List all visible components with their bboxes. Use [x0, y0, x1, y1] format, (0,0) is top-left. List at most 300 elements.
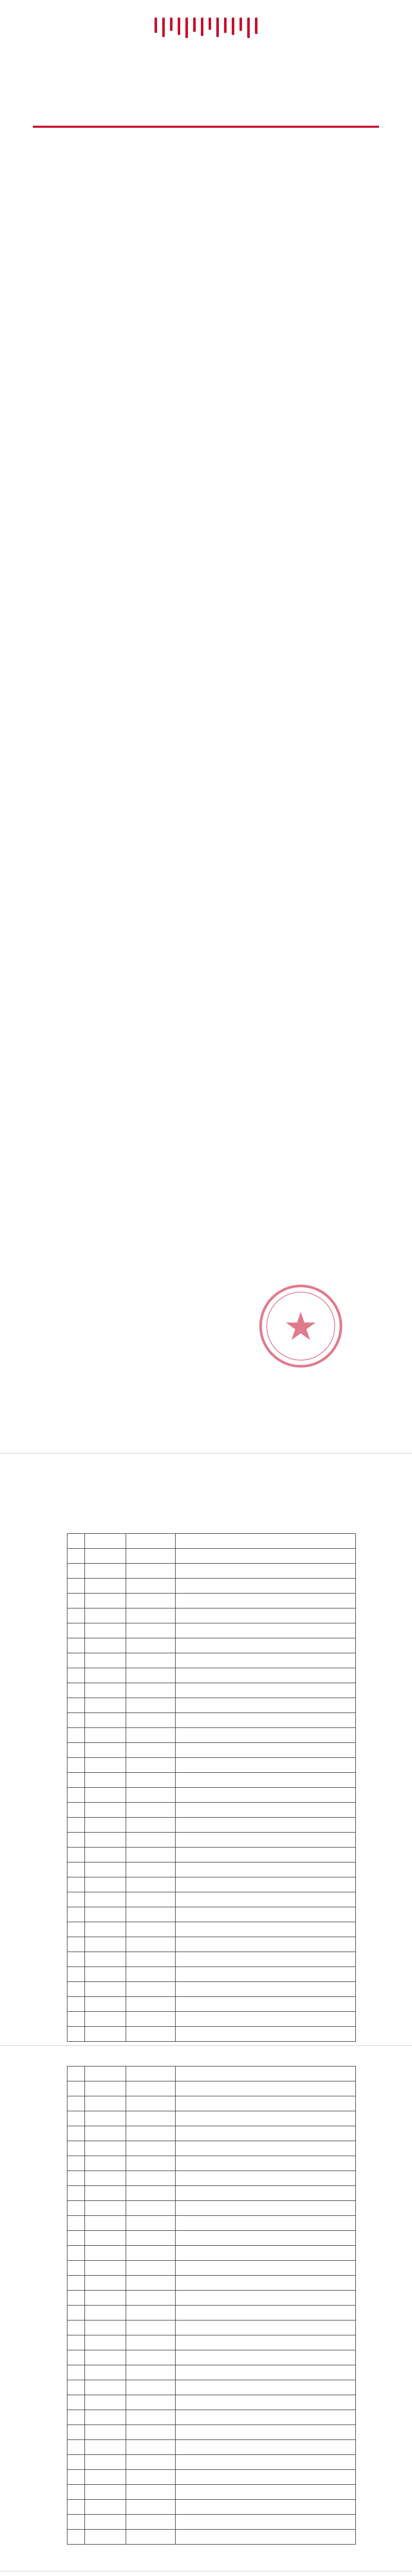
official-seal-icon	[258, 1283, 344, 1369]
cell-position	[126, 2246, 176, 2261]
cell-name	[85, 1743, 126, 1758]
table-row	[67, 2455, 356, 2470]
cell-seq	[67, 2455, 85, 2470]
cell-position	[126, 1848, 176, 1862]
cell-seq	[67, 1564, 85, 1579]
table-row	[67, 2066, 356, 2081]
cell-seq	[67, 1549, 85, 1564]
table-row	[67, 2186, 356, 2201]
cell-seq	[67, 1937, 85, 1952]
table-row	[67, 1549, 356, 1564]
table-row	[67, 1833, 356, 1848]
cell-seq	[67, 2141, 85, 2156]
table-row	[67, 1713, 356, 1728]
cell-position	[126, 2365, 176, 2380]
member-table-part2	[67, 2066, 356, 2545]
cell-name	[85, 1862, 126, 1877]
member-table-part1	[67, 1533, 356, 2042]
attachment-line-1	[33, 1144, 379, 1159]
cell-name	[85, 2081, 126, 2096]
cell-name	[85, 2171, 126, 2186]
cell-name	[85, 2485, 126, 2500]
cell-seq	[67, 1803, 85, 1818]
cell-seq	[67, 2410, 85, 2425]
cell-seq	[67, 1922, 85, 1937]
cell-position	[126, 1952, 176, 1967]
cell-seq	[67, 1877, 85, 1892]
cell-company	[176, 2320, 356, 2335]
cell-company	[176, 1848, 356, 1862]
cell-seq	[67, 1668, 85, 1683]
cell-position	[126, 2485, 176, 2500]
cell-name	[85, 1833, 126, 1848]
table-row	[67, 2111, 356, 2126]
cell-position	[126, 1579, 176, 1594]
cell-name	[85, 2111, 126, 2126]
cell-company	[176, 1877, 356, 1892]
cell-name	[85, 1698, 126, 1713]
cell-name	[85, 2141, 126, 2156]
cell-name	[85, 1579, 126, 1594]
cell-name	[85, 1982, 126, 1997]
cell-name	[85, 1728, 126, 1743]
cell-seq	[67, 2425, 85, 2440]
cell-name	[85, 2350, 126, 2365]
cell-name	[85, 1907, 126, 1922]
table-row	[67, 2470, 356, 2485]
table-row	[67, 1668, 356, 1683]
cell-company	[176, 2186, 356, 2201]
cell-seq	[67, 1728, 85, 1743]
table-row	[67, 2291, 356, 2306]
table-row	[67, 1818, 356, 1833]
item4-body	[33, 472, 379, 487]
cell-position	[126, 1773, 176, 1788]
cell-name	[85, 2276, 126, 2291]
attachment1-title	[33, 1491, 379, 1524]
cell-position	[126, 1907, 176, 1922]
cell-company	[176, 2380, 356, 2395]
table-row	[67, 2081, 356, 2096]
cell-company	[176, 1564, 356, 1579]
item7-heading	[33, 999, 379, 1015]
table-row	[67, 2425, 356, 2440]
cell-seq	[67, 2530, 85, 2545]
table-row	[67, 1877, 356, 1892]
cell-position	[126, 1892, 176, 1907]
cell-company	[176, 2066, 356, 2081]
cell-company	[176, 1788, 356, 1803]
cell-position	[126, 1653, 176, 1668]
cell-position	[126, 1623, 176, 1638]
table-row	[67, 1848, 356, 1862]
cell-name	[85, 1997, 126, 2012]
letterhead-title	[33, 47, 379, 81]
cell-company	[176, 1952, 356, 1967]
cell-company	[176, 1758, 356, 1773]
cell-company	[176, 2261, 356, 2276]
cell-seq	[67, 2320, 85, 2335]
header-company	[176, 1534, 356, 1549]
table-row	[67, 2485, 356, 2500]
contact-phone	[33, 1051, 379, 1066]
cell-seq	[67, 2111, 85, 2126]
cell-name	[85, 2156, 126, 2171]
attachment-line-2	[33, 1165, 379, 1181]
cell-company	[176, 1549, 356, 1564]
cell-company	[176, 2485, 356, 2500]
table-row	[67, 1608, 356, 1623]
cell-name	[85, 2455, 126, 2470]
cell-position	[126, 2261, 176, 2276]
cell-seq	[67, 1758, 85, 1773]
table-row	[67, 2365, 356, 2380]
table-row	[67, 1773, 356, 1788]
cell-name	[85, 2012, 126, 2027]
cell-name	[85, 2306, 126, 2320]
cell-seq	[67, 1579, 85, 1594]
cell-name	[85, 2425, 126, 2440]
cell-company	[176, 2126, 356, 2141]
table-row	[67, 2410, 356, 2425]
cell-position	[126, 1982, 176, 1997]
contact-person	[33, 1030, 379, 1046]
table-row	[67, 2261, 356, 2276]
cell-position	[126, 2455, 176, 2470]
cell-name	[85, 1892, 126, 1907]
cell-name	[85, 2216, 126, 2231]
cell-company	[176, 1713, 356, 1728]
cell-position	[126, 1549, 176, 1564]
cell-position	[126, 1713, 176, 1728]
cell-company	[176, 2500, 356, 2515]
cell-name	[85, 2380, 126, 2395]
cell-seq	[67, 1683, 85, 1698]
cell-seq	[67, 1982, 85, 1997]
signature-block	[227, 1283, 371, 1376]
cell-seq	[67, 2216, 85, 2231]
table-row	[67, 1653, 356, 1668]
cell-position	[126, 2500, 176, 2515]
table-row	[67, 2216, 356, 2231]
cell-seq	[67, 1623, 85, 1638]
cell-name	[85, 1788, 126, 1803]
cell-position	[126, 1594, 176, 1608]
table-row	[67, 2530, 356, 2545]
cell-position	[126, 2425, 176, 2440]
cell-name	[85, 1877, 126, 1892]
cell-seq	[67, 2156, 85, 2171]
item1-body	[33, 348, 379, 364]
cell-company	[176, 2276, 356, 2291]
cell-position	[126, 2470, 176, 2485]
cell-position	[126, 1922, 176, 1937]
table-row	[67, 2440, 356, 2455]
item5-body	[33, 513, 379, 575]
cell-position	[126, 2231, 176, 2246]
cell-seq	[67, 2201, 85, 2216]
cell-name	[85, 1818, 126, 1833]
table-header-row	[67, 1534, 356, 1549]
cell-name	[85, 2231, 126, 2246]
cell-seq	[67, 2515, 85, 2530]
cell-name	[85, 1803, 126, 1818]
cell-seq	[67, 1594, 85, 1608]
cell-company	[176, 2455, 356, 2470]
table-row	[67, 1623, 356, 1638]
cell-name	[85, 1594, 126, 1608]
cell-position	[126, 1803, 176, 1818]
cell-seq	[67, 2306, 85, 2320]
cell-position	[126, 2111, 176, 2126]
cell-company	[176, 1982, 356, 1997]
cell-name	[85, 2335, 126, 2350]
header-position	[126, 1534, 176, 1549]
mongolian-script-header	[140, 18, 272, 38]
cell-position	[126, 2291, 176, 2306]
cell-seq	[67, 1698, 85, 1713]
cell-company	[176, 2216, 356, 2231]
cell-name	[85, 1713, 126, 1728]
cell-seq	[67, 1743, 85, 1758]
cell-company	[176, 2141, 356, 2156]
cell-seq	[67, 1833, 85, 1848]
table-row	[67, 2027, 356, 2042]
header-seq	[67, 1534, 85, 1549]
cell-company	[176, 2306, 356, 2320]
cell-position	[126, 1862, 176, 1877]
cell-company	[176, 2470, 356, 2485]
cell-company	[176, 2156, 356, 2171]
table-row	[67, 1638, 356, 1653]
table-row	[67, 1907, 356, 1922]
cell-company	[176, 2350, 356, 2365]
cell-seq	[67, 2470, 85, 2485]
cell-company	[176, 1698, 356, 1713]
cell-company	[176, 2027, 356, 2042]
cell-company	[176, 1967, 356, 1982]
page-break	[0, 2045, 412, 2046]
cell-seq	[67, 2440, 85, 2455]
cell-company	[176, 2096, 356, 2111]
cell-seq	[67, 1653, 85, 1668]
cell-seq	[67, 1907, 85, 1922]
cell-name	[85, 2096, 126, 2111]
cell-position	[126, 1833, 176, 1848]
salutation	[33, 202, 379, 217]
cell-name	[85, 2320, 126, 2335]
cell-company	[176, 2530, 356, 2545]
cell-seq	[67, 2380, 85, 2395]
item6-body	[33, 601, 379, 987]
cell-position	[126, 1668, 176, 1683]
cell-name	[85, 1668, 126, 1683]
cell-position	[126, 2171, 176, 2186]
cell-name	[85, 2186, 126, 2201]
table-row	[67, 1922, 356, 1937]
cell-name	[85, 2246, 126, 2261]
cell-seq	[67, 1788, 85, 1803]
table-row	[67, 2276, 356, 2291]
table-row	[67, 1758, 356, 1773]
document-number	[33, 105, 379, 118]
cell-position	[126, 1788, 176, 1803]
cell-company	[176, 2291, 356, 2306]
cell-seq	[67, 2186, 85, 2201]
cell-name	[85, 2440, 126, 2455]
cell-company	[176, 2365, 356, 2380]
table-row	[67, 1698, 356, 1713]
cell-seq	[67, 1818, 85, 1833]
table-row	[67, 2141, 356, 2156]
table-row	[67, 2246, 356, 2261]
cell-seq	[67, 1997, 85, 2012]
table-row	[67, 2156, 356, 2171]
cell-position	[126, 2012, 176, 2027]
cell-position	[126, 1877, 176, 1892]
cell-company	[176, 2395, 356, 2410]
cell-name	[85, 1564, 126, 1579]
cell-position	[126, 2216, 176, 2231]
cell-position	[126, 2276, 176, 2291]
table-row	[67, 1594, 356, 1608]
cell-company	[176, 2201, 356, 2216]
cell-name	[85, 2470, 126, 2485]
table-row	[67, 2500, 356, 2515]
table-row	[67, 2320, 356, 2335]
cell-position	[126, 1564, 176, 1579]
cell-seq	[67, 2126, 85, 2141]
cell-position	[126, 2440, 176, 2455]
cell-company	[176, 1833, 356, 1848]
table-row	[67, 1997, 356, 2012]
cell-seq	[67, 2276, 85, 2291]
cell-position	[126, 2096, 176, 2111]
cell-name	[85, 1937, 126, 1952]
table-row	[67, 2012, 356, 2027]
cell-name	[85, 1638, 126, 1653]
cell-name	[85, 2291, 126, 2306]
cell-position	[126, 2380, 176, 2395]
cell-company	[176, 1683, 356, 1698]
cell-name	[85, 2261, 126, 2276]
table-row	[67, 2380, 356, 2395]
cell-name	[85, 2365, 126, 2380]
cell-position	[126, 1967, 176, 1982]
table-row	[67, 2350, 356, 2365]
cell-name	[85, 1758, 126, 1773]
cell-seq	[67, 1967, 85, 1982]
cell-name	[85, 2027, 126, 2042]
cell-company	[176, 2111, 356, 2126]
cell-name	[85, 2530, 126, 2545]
cell-seq	[67, 1952, 85, 1967]
cell-position	[126, 2141, 176, 2156]
table-row	[67, 2171, 356, 2186]
cell-seq	[67, 2485, 85, 2500]
cell-company	[176, 2515, 356, 2530]
cell-company	[176, 1997, 356, 2012]
item4-heading	[33, 453, 379, 469]
table-row	[67, 2306, 356, 2320]
cell-seq	[67, 2261, 85, 2276]
cell-seq	[67, 2171, 85, 2186]
cell-position	[126, 1638, 176, 1653]
cell-position	[126, 2515, 176, 2530]
cell-seq	[67, 1892, 85, 1907]
cell-name	[85, 2500, 126, 2515]
cell-seq	[67, 2395, 85, 2410]
cell-seq	[67, 2027, 85, 2042]
cell-seq	[67, 2365, 85, 2380]
table-row	[67, 1743, 356, 1758]
cell-name	[85, 2066, 126, 2081]
cell-name	[85, 1608, 126, 1623]
cell-company	[176, 2171, 356, 2186]
item3-heading	[33, 412, 379, 428]
table-row	[67, 1564, 356, 1579]
cell-position	[126, 2027, 176, 2042]
cell-name	[85, 2515, 126, 2530]
cell-name	[85, 1848, 126, 1862]
notice-intro	[33, 227, 379, 321]
cell-position	[126, 2201, 176, 2216]
cell-seq	[67, 2231, 85, 2246]
cell-seq	[67, 1848, 85, 1862]
cell-position	[126, 1758, 176, 1773]
cell-seq	[67, 1862, 85, 1877]
cell-name	[85, 1653, 126, 1668]
cell-company	[176, 2440, 356, 2455]
item5-heading	[33, 495, 379, 510]
table-row	[67, 1892, 356, 1907]
item2-body	[33, 389, 379, 405]
cell-position	[126, 1818, 176, 1833]
table-row	[67, 1683, 356, 1698]
cell-name	[85, 2126, 126, 2141]
cell-company	[176, 1922, 356, 1937]
cell-position	[126, 1683, 176, 1698]
cell-position	[126, 2306, 176, 2320]
table-row	[67, 1788, 356, 1803]
cell-company	[176, 2425, 356, 2440]
table-row	[67, 2126, 356, 2141]
cell-company	[176, 1892, 356, 1907]
cell-company	[176, 2410, 356, 2425]
cell-seq	[67, 2081, 85, 2096]
table-row	[67, 1952, 356, 1967]
table-row	[67, 1937, 356, 1952]
item1-heading	[33, 330, 379, 345]
table-row	[67, 1803, 356, 1818]
cell-position	[126, 2081, 176, 2096]
cell-position	[126, 2186, 176, 2201]
cell-company	[176, 2246, 356, 2261]
cell-company	[176, 2231, 356, 2246]
cell-position	[126, 1997, 176, 2012]
notice-title	[33, 147, 379, 182]
table-row	[67, 2395, 356, 2410]
table-row	[67, 2201, 356, 2216]
table-row	[67, 1862, 356, 1877]
cell-company	[176, 1743, 356, 1758]
table-row	[67, 2231, 356, 2246]
cell-company	[176, 1668, 356, 1683]
table-row	[67, 1967, 356, 1982]
cell-seq	[67, 2012, 85, 2027]
cell-name	[85, 1549, 126, 1564]
cell-seq	[67, 2246, 85, 2261]
